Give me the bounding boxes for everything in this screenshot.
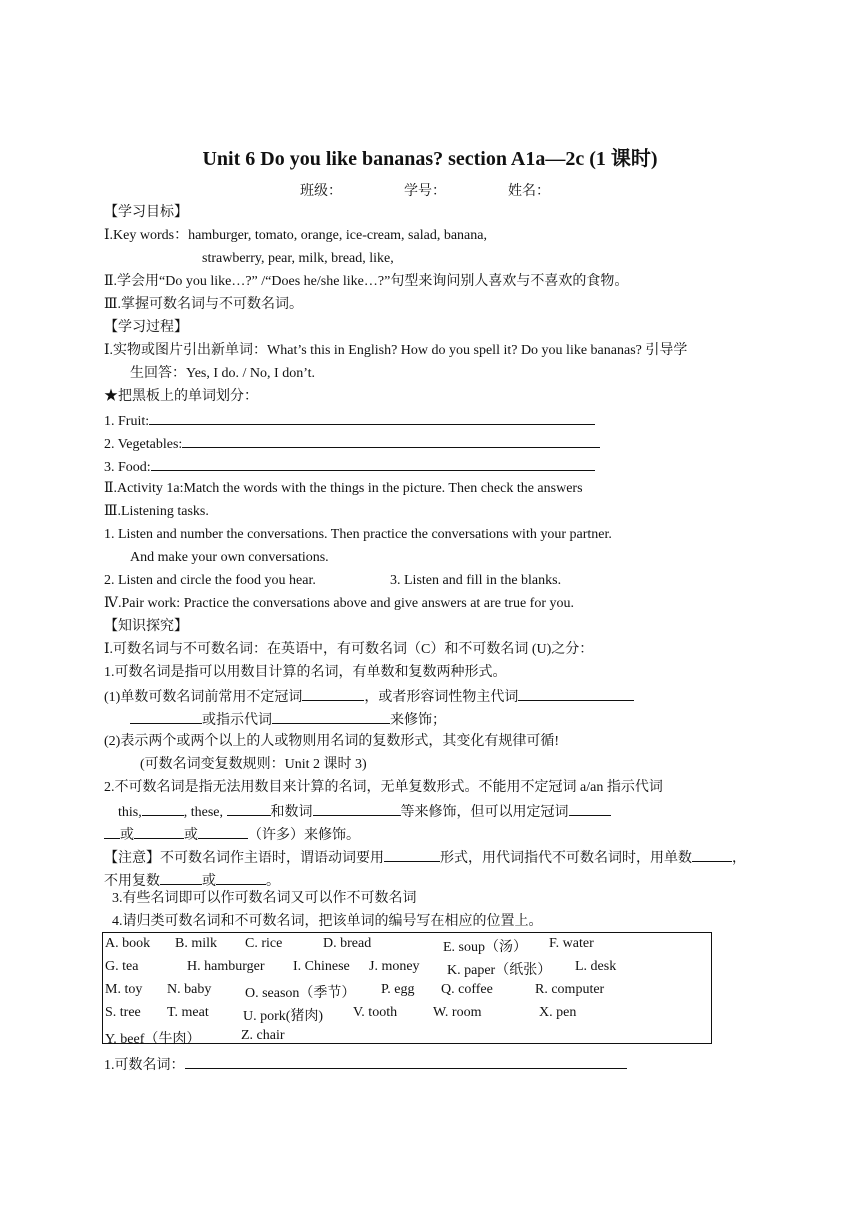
goals-heading: 【学习目标】 [104,205,188,220]
word-item: C. rice [245,936,283,951]
word-item: R. computer [535,982,605,997]
fruit-label: 1. Fruit: [104,414,150,429]
word-item: J. money [369,959,420,974]
process-1-line-1: Ⅰ.实物或图片引出新单词：What’s this in English? How do you spell it? Do you like bananas? 引导学 [104,343,688,358]
note-text-a: 【注意】不可数名词作主语时，谓语动词要用 [104,851,384,866]
explore-line-3 [104,686,634,708]
possessive-pronoun-blank[interactable] [518,686,634,701]
word-item: D. bread [323,936,372,951]
word-item: M. toy [105,982,143,997]
blank-d[interactable] [198,824,248,839]
listening-task-1-line-1: 1. Listen and number the conversations. Then practice the conversations with your partner. [104,527,612,542]
word-item: F. water [549,936,594,951]
word-item: S. tree [105,1005,141,1020]
listening-task-3: 3. Listen and fill in the blanks. [390,573,562,588]
countable-answer-row [104,1054,627,1076]
word-item: L. desk [575,959,617,974]
explore-line-8-text-a: 或 [120,828,134,843]
word-item: T. meat [167,1005,209,1020]
explore-line-7-text-d: 等来修饰，但可以用定冠词 [400,805,569,820]
explore-line-7-text-a: this, [118,805,142,820]
listening-heading: Ⅲ.Listening tasks. [104,504,209,519]
vegetables-row [104,433,600,455]
word-item: A. book [105,936,151,951]
word-item: K. paper（纸张） [447,963,552,978]
process-1-line-2: 生回答：Yes, I do. / No, I don’t. [130,366,315,381]
explore-line-6: 2.不可数名词是指无法用数目来计算的名词，无单复数形式。不能用不定冠词 a/an 指示代词 [104,780,663,795]
class-label: 班级： [300,184,342,199]
food-blank[interactable] [151,456,595,471]
word-item: H. hamburger [187,959,265,974]
explore-line-3-text-a: (1)单数可数名词前常用不定冠词 [104,690,303,705]
indefinite-article-blank[interactable] [302,686,364,701]
this-blank[interactable] [142,801,184,816]
note-text-e: 或 [202,874,216,889]
explore-line-3-text-d: 来修饰； [390,713,446,728]
word-item: W. room [433,1005,482,1020]
fruit-blank[interactable] [149,410,595,425]
explore-line-8-text-c: （许多）来修饰。 [248,828,360,843]
explore-line-2: 1.可数名词是指可以用数目计算的名词，有单数和复数两种形式。 [104,665,507,680]
countable-label: 1.可数名词： [104,1058,185,1073]
pair-work: Ⅳ.Pair work: Practice the conversations above and give answers at are true for you. [104,596,574,611]
explore-line-10: 4.请归类可数名词和不可数名词，把该单词的编号写在相应的位置上。 [112,914,543,929]
note-line-1 [104,847,746,869]
vegetables-blank[interactable] [182,433,600,448]
these-blank[interactable] [227,801,271,816]
explore-line-9: 3.有些名词即可以作可数名词又可以作不可数名词 [112,891,417,906]
explore-line-7 [118,801,611,823]
activity-1a: Ⅱ.Activity 1a:Match the words with the things in the picture. Then check the answers [104,481,583,496]
explore-line-3-text-b: ，或者形容词性物主代词 [364,690,519,705]
word-item: Y. beef（牛肉） [105,1032,201,1047]
word-item: Z. chair [241,1028,285,1043]
explore-line-1: Ⅰ.可数名词与不可数名词：在英语中，有可数名词（C）和不可数名词 (U)之分： [104,642,594,657]
word-item: N. baby [167,982,212,997]
note-text-d: 不用复数 [104,874,160,889]
word-item: E. soup（汤） [443,940,527,955]
process-heading: 【学习过程】 [104,320,188,335]
demonstrative-blank[interactable] [272,709,390,724]
vegetables-label: 2. Vegetables: [104,437,183,452]
plural-blank-1[interactable] [160,870,202,885]
explore-line-3-cont [130,709,446,731]
note-text-b: 形式，用代词指代不可数名词时，用单数 [440,851,692,866]
food-row [104,456,595,478]
page-title: Unit 6 Do you like bananas? section A1a—2c (1 课时) [202,148,658,170]
explore-line-3-text-c: 或指示代词 [202,713,272,728]
word-item: I. Chinese [293,959,350,974]
blank-b[interactable] [104,824,120,839]
blank-a[interactable] [130,709,202,724]
goal-3: Ⅲ.掌握可数名词与不可数名词。 [104,297,304,312]
explore-line-5: (可数名词变复数规则：Unit 2 课时 3) [140,757,367,772]
explore-line-7-text-b: , these, [183,805,223,820]
goal-2: Ⅱ.学会用“Do you like…?” /“Does he/she like…?”句型来询问别人喜欢与不喜欢的食物。 [104,274,629,289]
explore-line-8-text-b: 或 [184,828,198,843]
word-item: B. milk [175,936,218,951]
name-label: 姓名： [508,184,550,199]
blank-c[interactable] [134,824,184,839]
explore-line-7-text-c: 和数词 [270,805,313,820]
listening-task-2: 2. Listen and circle the food you hear. [104,573,316,588]
word-item: O. season（季节） [245,986,356,1001]
word-item: X. pen [539,1005,577,1020]
goal-1-line-1: Ⅰ.Key words：hamburger, tomato, orange, ice-cream, salad, banana, [104,228,487,243]
verb-form-blank[interactable] [384,847,440,862]
word-item: Q. coffee [441,982,493,997]
note-text-f: 。 [266,874,280,889]
explore-line-4: (2)表示两个或两个以上的人或物则用名词的复数形式，其变化有规律可循! [104,734,559,749]
listening-task-1-line-2: And make your own conversations. [130,550,329,565]
fruit-row [104,410,595,432]
word-item: P. egg [381,982,415,997]
word-bank-box [102,932,712,1047]
note-text-c: ， [732,851,746,866]
numeral-blank[interactable] [313,801,401,816]
singular-blank[interactable] [692,847,732,862]
countable-blank[interactable] [185,1054,627,1069]
plural-blank-2[interactable] [216,870,266,885]
word-item: U. pork(猪肉) [243,1009,324,1024]
definite-article-blank[interactable] [569,801,611,816]
food-label: 3. Food: [104,460,151,475]
word-item: V. tooth [353,1005,398,1020]
goal-1-line-2: strawberry, pear, milk, bread, like, [202,251,394,266]
word-item: G. tea [105,959,139,974]
number-label: 学号： [404,184,446,199]
explore-heading: 【知识探究】 [104,619,188,634]
student-info [300,180,612,200]
classify-instruction: ★把黑板上的单词划分： [104,389,258,404]
explore-line-8 [104,824,360,846]
